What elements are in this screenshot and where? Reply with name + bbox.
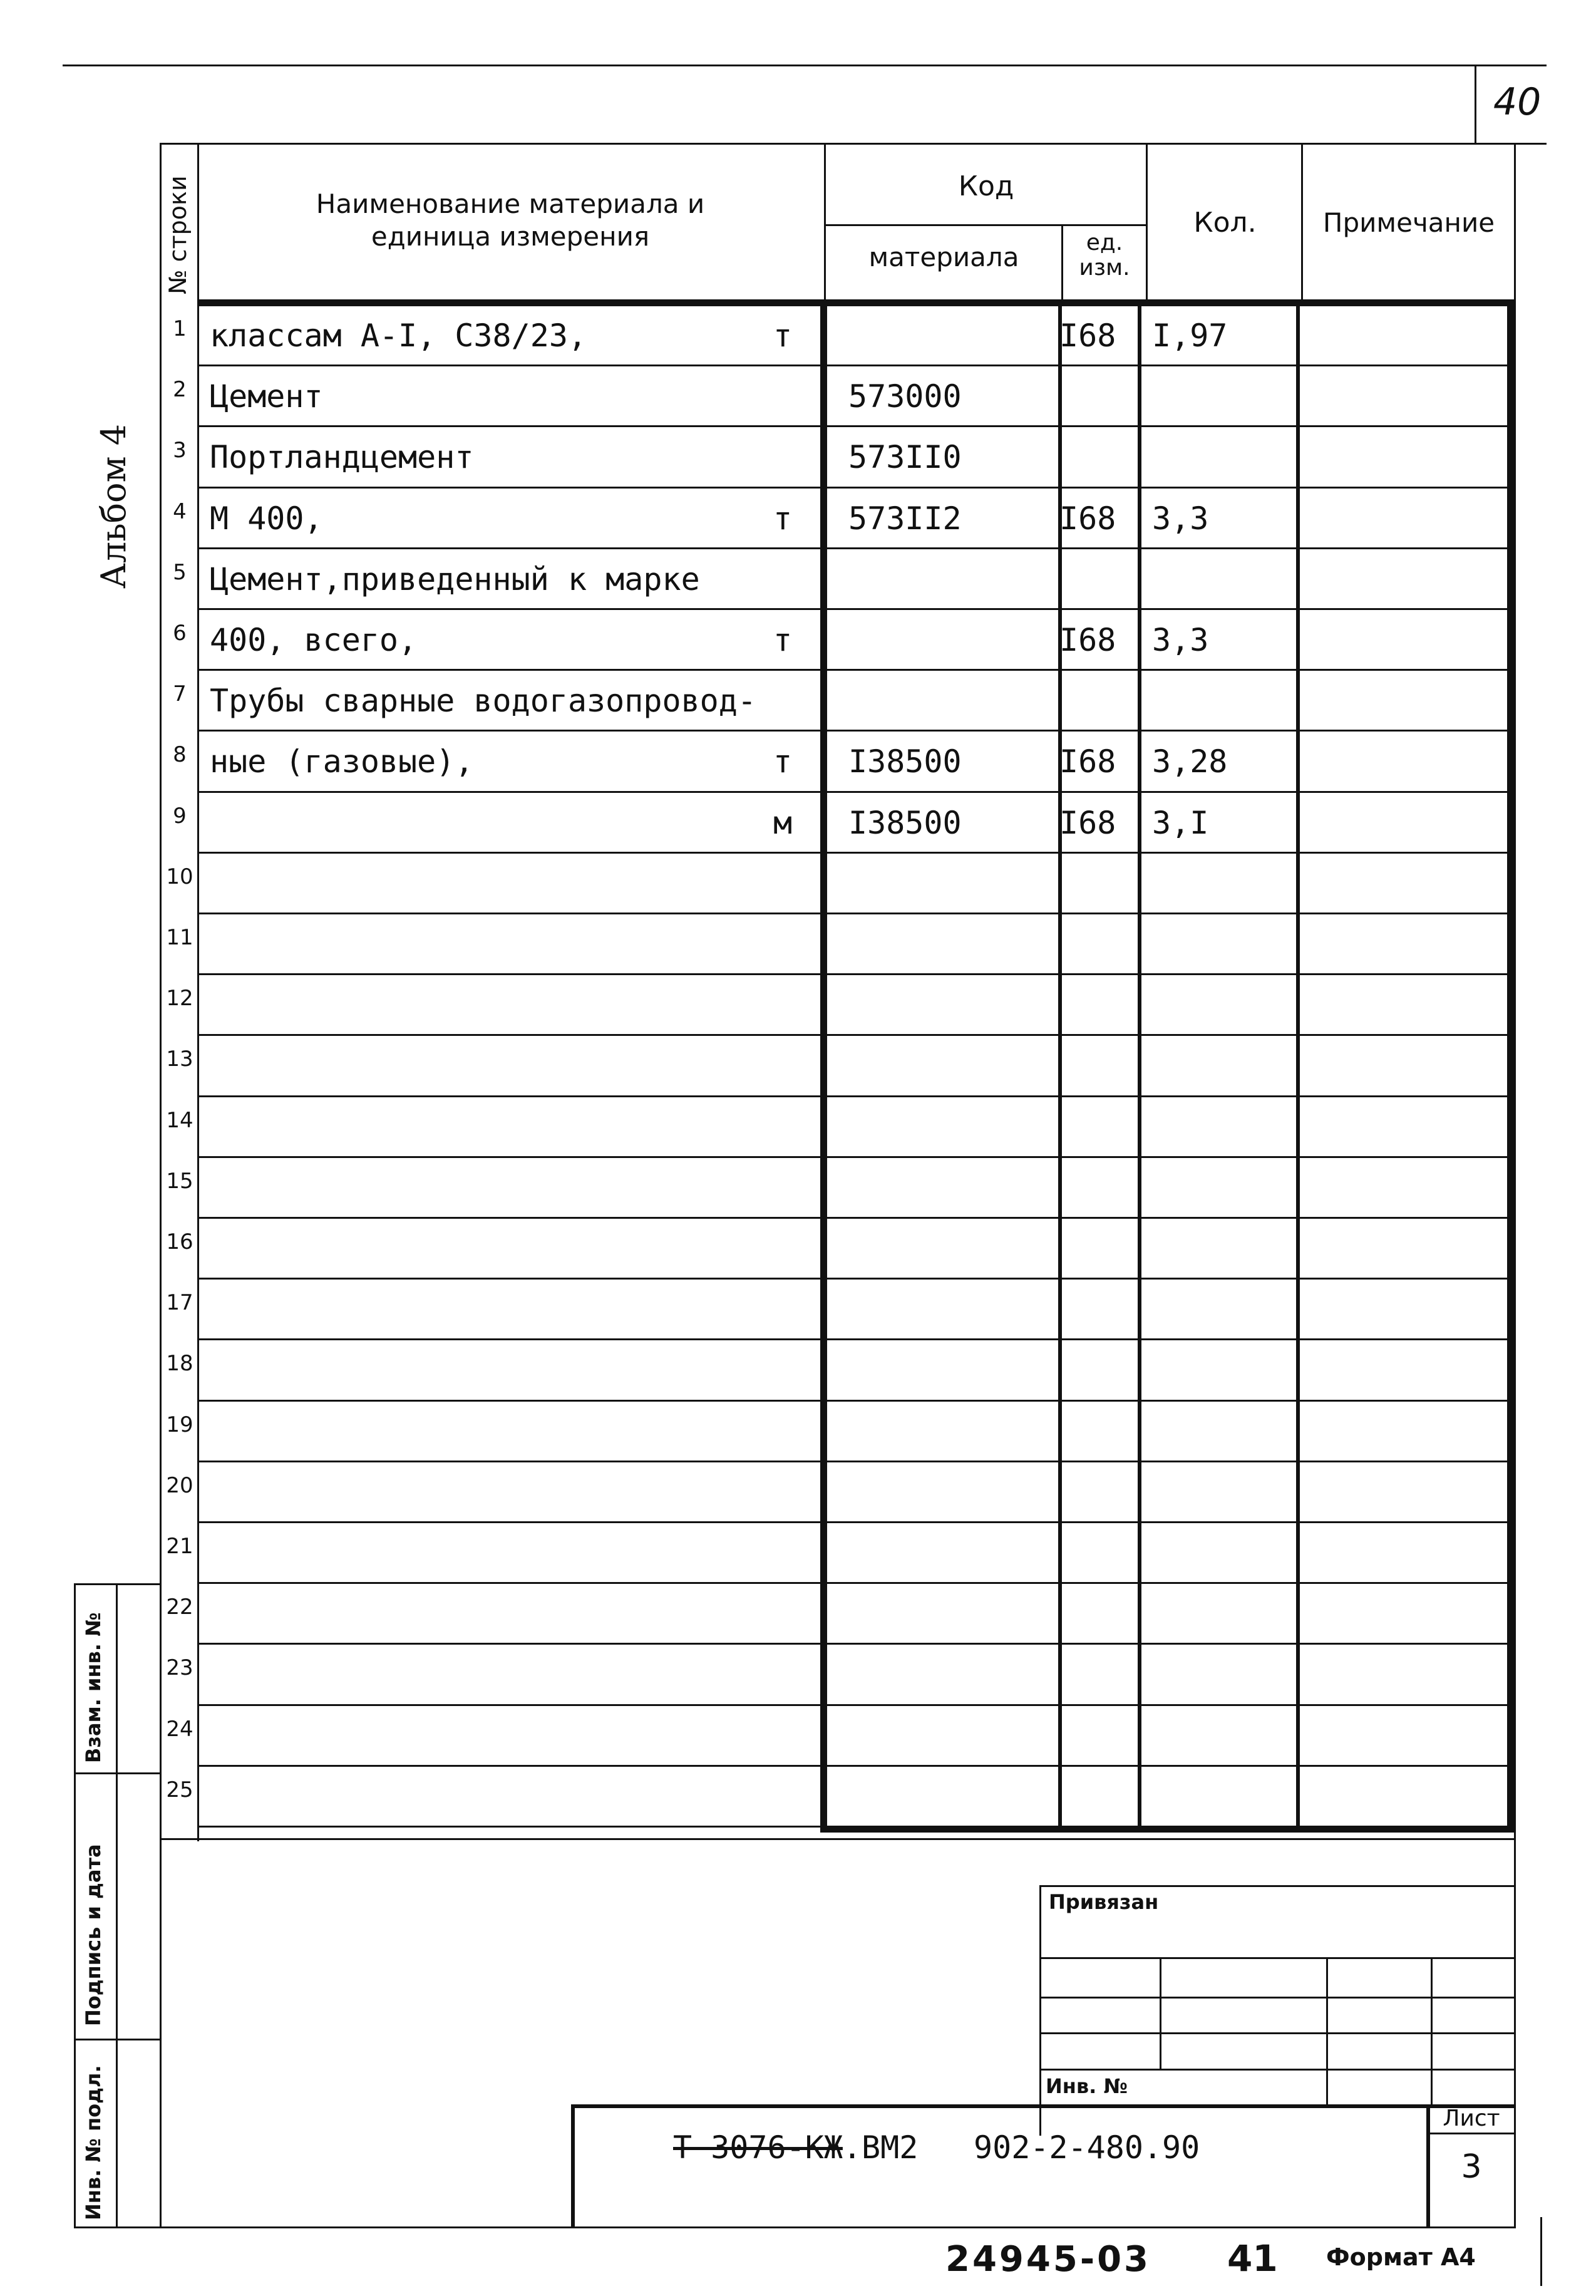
header-kod-unit-2: изм. bbox=[1079, 255, 1130, 281]
body-top-thick bbox=[197, 299, 1514, 306]
footer-format: Формат А4 bbox=[1326, 2243, 1476, 2271]
row-number: 6 bbox=[173, 621, 187, 646]
header-sep-qty bbox=[1301, 143, 1303, 303]
header-kod-unit bbox=[1064, 230, 1145, 281]
row-number: 19 bbox=[166, 1412, 193, 1437]
row-number: 22 bbox=[166, 1595, 193, 1620]
row-separator bbox=[197, 730, 1509, 732]
tb-row-2 bbox=[1039, 2032, 1514, 2034]
tb-privyazan-bottom bbox=[1039, 1957, 1514, 1959]
header-name-line1: Наименование материала и bbox=[316, 189, 705, 219]
row-name: Трубы сварные водогазопровод- bbox=[210, 683, 756, 720]
row-number: 1 bbox=[173, 316, 187, 341]
row-separator bbox=[197, 1765, 1509, 1767]
row-qty: 3,3 bbox=[1152, 500, 1209, 537]
tb-left bbox=[1039, 1885, 1041, 2136]
album-label: Альбом 4 bbox=[94, 423, 133, 589]
row-ed: I68 bbox=[1059, 804, 1116, 841]
header-name bbox=[200, 188, 820, 253]
row-number: 11 bbox=[166, 925, 193, 950]
row-code: 573000 bbox=[848, 378, 962, 415]
row-unit: т bbox=[773, 318, 793, 354]
inv-podl-label: Инв. № подл. bbox=[81, 2065, 105, 2220]
row-separator bbox=[197, 1338, 1509, 1340]
row-number: 5 bbox=[173, 559, 187, 585]
sheet-number-divider bbox=[1475, 65, 1476, 145]
row-separator bbox=[197, 1461, 1509, 1462]
body-sep-qty bbox=[1296, 303, 1300, 1831]
row-separator bbox=[197, 1400, 1509, 1402]
top-rule bbox=[63, 65, 1547, 66]
row-number: 9 bbox=[173, 803, 187, 829]
row-name: классам А-I, С38/23, bbox=[210, 318, 587, 354]
header-sep-name bbox=[824, 143, 826, 303]
side-stamp-divider bbox=[116, 1583, 118, 2228]
row-qty: 3,I bbox=[1152, 804, 1209, 841]
row-name: М 400, bbox=[210, 500, 323, 537]
row-separator bbox=[197, 365, 1509, 366]
row-code: 573II2 bbox=[848, 500, 962, 537]
row-separator bbox=[197, 1095, 1509, 1097]
tb-main-top bbox=[573, 2104, 1514, 2108]
row-separator bbox=[197, 1582, 1509, 1584]
doc-code bbox=[673, 2129, 918, 2166]
privyazan-label: Привязан bbox=[1049, 1890, 1159, 1914]
list-label: Лист bbox=[1443, 2106, 1500, 2131]
row-qty: I,97 bbox=[1152, 318, 1228, 354]
tb-list-left bbox=[1426, 2104, 1430, 2228]
row-number: 13 bbox=[166, 1047, 193, 1072]
row-separator bbox=[197, 425, 1509, 427]
header-sep-ed bbox=[1061, 225, 1063, 303]
row-separator bbox=[197, 1278, 1509, 1280]
row-code: I38500 bbox=[848, 743, 962, 780]
body-right-thick bbox=[1507, 299, 1514, 1833]
header-note: Примечание bbox=[1322, 207, 1495, 238]
tb-row-1 bbox=[1039, 1997, 1514, 1999]
row-separator bbox=[197, 669, 1509, 671]
row-separator bbox=[197, 1521, 1509, 1523]
frame-bottom bbox=[74, 2226, 1516, 2228]
header-kod-split bbox=[824, 224, 1147, 226]
doc-code-struck: Т 3076-КЖ bbox=[673, 2129, 843, 2166]
list-value: 3 bbox=[1461, 2148, 1482, 2186]
row-code: 573II0 bbox=[848, 439, 962, 476]
tb-main-left bbox=[571, 2104, 575, 2228]
row-separator bbox=[197, 1704, 1509, 1706]
row-number: 25 bbox=[166, 1777, 193, 1802]
row-number: 3 bbox=[173, 438, 187, 463]
row-ed: I68 bbox=[1059, 500, 1116, 537]
row-number: 21 bbox=[166, 1534, 193, 1559]
doc-number: 902-2-480.90 bbox=[974, 2129, 1200, 2166]
tb-col-1 bbox=[1160, 1957, 1161, 2070]
side-stamp-sep-2 bbox=[74, 2039, 162, 2040]
row-name: 400, всего, bbox=[210, 622, 418, 658]
row-separator bbox=[197, 791, 1509, 793]
row-name: ные (газовые), bbox=[210, 743, 474, 780]
row-separator bbox=[197, 973, 1509, 975]
row-separator bbox=[197, 547, 1509, 549]
row-number: 7 bbox=[173, 681, 187, 707]
side-stamp-top bbox=[74, 1583, 162, 1585]
row-separator bbox=[197, 1217, 1509, 1219]
row-separator bbox=[197, 1156, 1509, 1158]
vzam-inv-label: Взам. инв. № bbox=[81, 1612, 105, 1763]
doc-code-rest: .ВМ2 bbox=[842, 2129, 919, 2166]
sheet-number: 40 bbox=[1493, 80, 1542, 124]
row-number: 20 bbox=[166, 1472, 193, 1498]
row-unit: т bbox=[773, 500, 793, 537]
header-qty: Кол. bbox=[1193, 207, 1257, 239]
tb-top bbox=[1039, 1885, 1514, 1887]
row-number: 14 bbox=[166, 1107, 193, 1133]
row-number: 4 bbox=[173, 499, 187, 524]
header-kod-unit-1: ед. bbox=[1086, 230, 1123, 256]
header-kod: Код bbox=[958, 170, 1014, 202]
header-kod-material: материала bbox=[868, 242, 1019, 272]
row-number: 24 bbox=[166, 1716, 193, 1742]
row-number: 8 bbox=[173, 742, 187, 768]
row-unit: м bbox=[773, 804, 793, 841]
row-separator bbox=[197, 487, 1509, 489]
row-number: 2 bbox=[173, 377, 187, 403]
row-separator bbox=[197, 852, 1509, 854]
row-qty: 3,28 bbox=[1152, 743, 1228, 780]
row-code: I38500 bbox=[848, 804, 962, 841]
side-stamp-sep-1 bbox=[74, 1772, 162, 1774]
header-top bbox=[160, 143, 1515, 145]
row-name: Цемент bbox=[210, 378, 323, 415]
row-separator bbox=[197, 1643, 1509, 1645]
row-ed: I68 bbox=[1059, 743, 1116, 780]
row-name: Цемент,приведенный к марке bbox=[210, 561, 700, 597]
row-qty: 3,3 bbox=[1152, 622, 1209, 658]
table-bottom-line bbox=[160, 1838, 1514, 1840]
row-number: 18 bbox=[166, 1351, 193, 1377]
row-ed: I68 bbox=[1059, 622, 1116, 658]
tb-inv-label: Инв. № bbox=[1046, 2074, 1128, 2098]
row-number: 23 bbox=[166, 1655, 193, 1681]
tb-list-split bbox=[1426, 2133, 1514, 2134]
header-name-line2: единица измерения bbox=[371, 221, 650, 252]
tb-row-3 bbox=[1039, 2069, 1514, 2071]
row-separator bbox=[197, 913, 1509, 914]
header-sep-kod bbox=[1146, 143, 1148, 303]
footer-page-num: 41 bbox=[1227, 2237, 1278, 2280]
row-name: Портландцемент bbox=[210, 439, 474, 476]
footer-stamp-number: 24945-03 bbox=[945, 2239, 1151, 2280]
row-number: 10 bbox=[166, 864, 193, 889]
row-separator bbox=[197, 608, 1509, 610]
body-sep-name-thick bbox=[820, 299, 827, 1833]
right-margin-mark bbox=[1540, 2217, 1542, 2286]
row-number: 17 bbox=[166, 1290, 193, 1316]
frame-right bbox=[1514, 143, 1516, 2228]
tb-col-2 bbox=[1326, 1957, 1328, 2107]
row-separator bbox=[197, 1034, 1509, 1036]
row-number: 15 bbox=[166, 1168, 193, 1194]
row-unit: т bbox=[773, 743, 793, 780]
side-stamp-outer-left bbox=[74, 1583, 76, 2228]
row-ed: I68 bbox=[1059, 318, 1116, 354]
row-unit: т bbox=[773, 622, 793, 658]
row-separator bbox=[197, 1826, 1509, 1828]
podpis-data-label: Подпись и дата bbox=[81, 1844, 105, 2026]
header-row-no: № строки bbox=[164, 175, 192, 294]
row-number: 16 bbox=[166, 1229, 193, 1254]
body-sep-kod bbox=[1138, 303, 1141, 1831]
tb-col-3 bbox=[1431, 1957, 1433, 2107]
row-number: 12 bbox=[166, 986, 193, 1011]
